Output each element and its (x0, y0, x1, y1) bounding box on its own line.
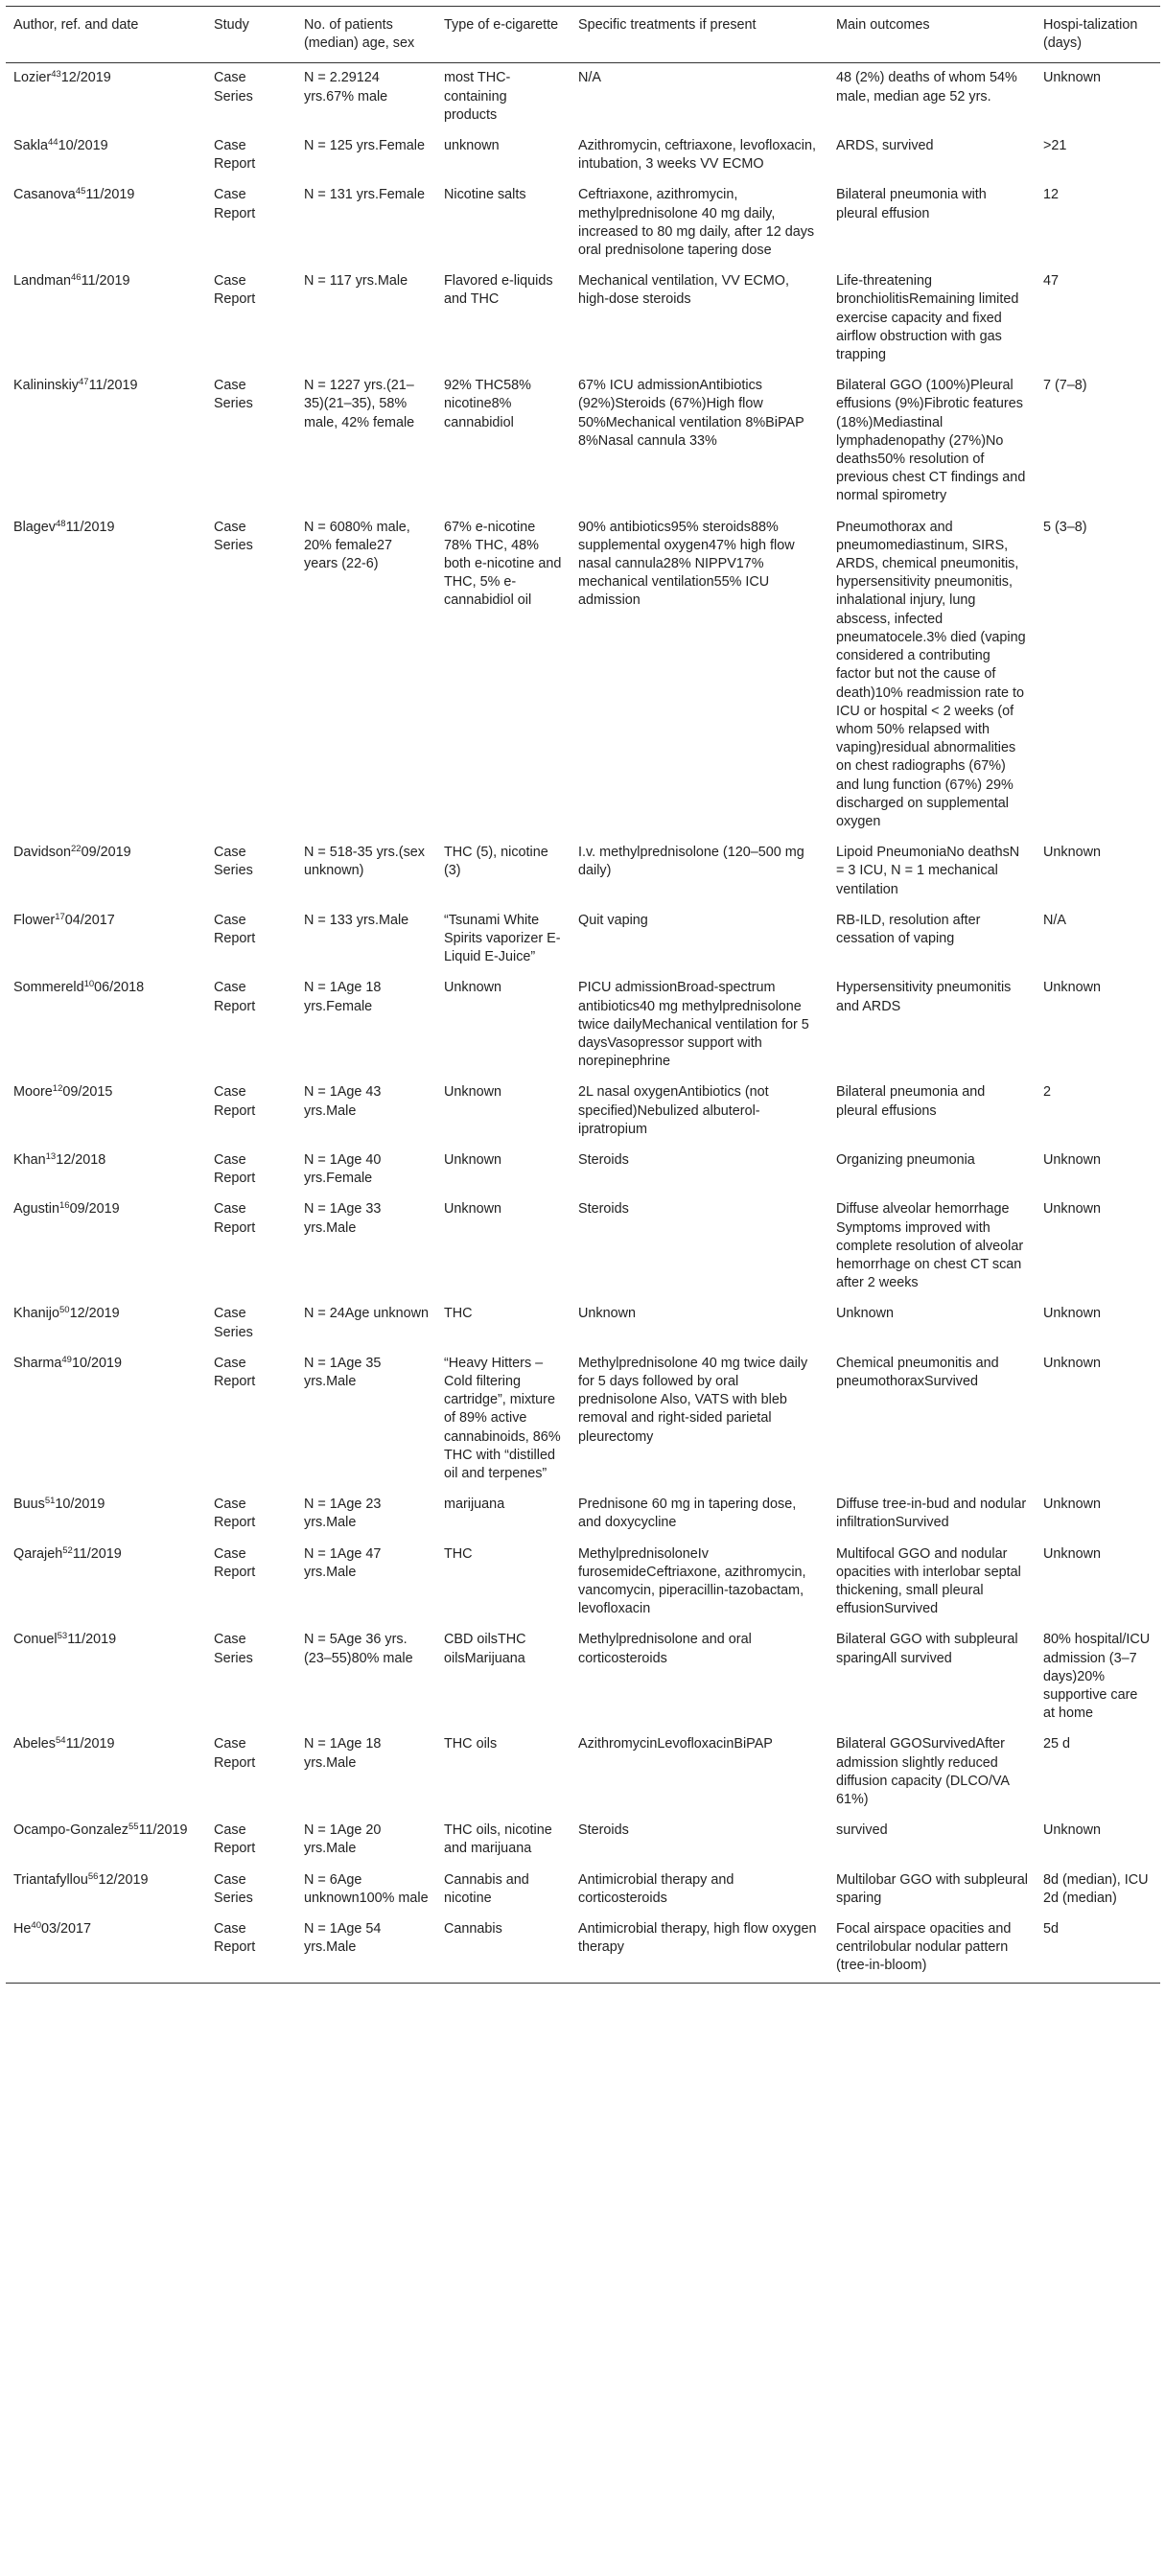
cell-treatments: Steroids (578, 1201, 629, 1218)
cell-ecigarette-type: CBD oilsTHC oilsMarijuana (444, 1632, 526, 1666)
cell-treatments: PICU admissionBroad-spectrum antibiotics40 mg methylprednisolone twice dailyMechanical ventilation for 5 daysVasopressor support with norepinephrine (578, 980, 809, 1070)
cell-treatments: 90% antibiotics95% steroids88% supplemental oxygen47% high flow nasal cannula28% NIPPV17% mechanical ventilation55% ICU admission (578, 519, 795, 609)
cell-outcomes: Life-threatening bronchiolitisRemaining limited exercise capacity and fixed airflow obstruction with gas trapping (836, 273, 1019, 363)
publication-date: 12/2019 (60, 70, 111, 86)
table-row (6, 1078, 1160, 1146)
reference-number: 49 (61, 1354, 72, 1365)
reference-number: 45 (75, 186, 86, 197)
cell-hospitalization: Unknown (1043, 70, 1101, 86)
cell-treatments: Steroids (578, 1822, 629, 1839)
author-name: Agustin (13, 1201, 59, 1218)
cell-study-type: Case Report (214, 1545, 256, 1580)
reference-number: 54 (56, 1735, 66, 1747)
cell-hospitalization: 25 d (1043, 1736, 1071, 1752)
publication-date: 11/2019 (65, 1736, 115, 1752)
cell-patients: N = 1Age 33 yrs.Male (304, 1201, 382, 1236)
table-row (6, 906, 1160, 974)
cell-treatments: Unknown (578, 1306, 636, 1322)
cell-treatments: I.v. methylprednisolone (120–500 mg daily) (578, 845, 804, 879)
cell-ecigarette-type: Cannabis (444, 1921, 502, 1938)
author-name: Blagev (13, 519, 57, 535)
cell-study-type: Case Report (214, 273, 256, 308)
cell-author-ref-date (6, 1490, 206, 1539)
cell-author-ref-date (6, 513, 206, 838)
publication-date: 10/2019 (55, 1497, 105, 1513)
author-name: He (13, 1921, 32, 1938)
reference-number: 56 (87, 1870, 99, 1882)
publication-date: 10/2019 (71, 1355, 122, 1371)
cell-ecigarette-type: Unknown (444, 980, 501, 996)
cell-hospitalization: Unknown (1043, 1355, 1101, 1371)
table-row (6, 1625, 1160, 1729)
table-row (6, 1915, 1160, 1983)
cell-patients: N = 24Age unknown (304, 1306, 430, 1322)
cell-author-ref-date (6, 63, 206, 131)
cell-treatments: Quit vaping (578, 912, 648, 928)
cell-study-type: Case Report (214, 1201, 256, 1236)
cell-patients: N = 6Age unknown100% male (304, 1871, 429, 1906)
cell-patients: N = 1Age 35 yrs.Male (304, 1355, 382, 1389)
reference-number: 46 (71, 272, 82, 284)
cell-ecigarette-type: Unknown (444, 1201, 501, 1218)
cell-hospitalization: 80% hospital/ICU admission (3–7 days)20% supportive care at home (1043, 1632, 1151, 1722)
publication-date: 11/2019 (81, 273, 130, 290)
author-name: Triantafyllou (13, 1871, 88, 1888)
cell-study-type: Case Report (214, 980, 256, 1014)
reference-number: 22 (71, 844, 82, 855)
cell-study-type: Case Report (214, 1736, 256, 1771)
cell-study-type: Case Report (214, 187, 256, 221)
author-name: Khan (13, 1151, 46, 1168)
cell-ecigarette-type: 92% THC58% nicotine8% cannabidiol (444, 378, 531, 430)
table-row (6, 1146, 1160, 1195)
cell-ecigarette-type: THC (444, 1545, 473, 1562)
reference-number: 50 (59, 1305, 70, 1316)
cell-patients: N = 5Age 36 yrs.(23–55)80% male (304, 1632, 413, 1666)
publication-date: 11/2019 (67, 1632, 117, 1648)
header-study: Study (214, 17, 249, 33)
publication-date: 11/2019 (65, 519, 115, 535)
cell-outcomes: 48 (2%) deaths of whom 54% male, median age 52 yrs. (836, 70, 1017, 104)
cell-treatments: 67% ICU admissionAntibiotics (92%)Steroids (67%)High flow 50%Mechanical ventilation 8%BiPAP 8%Nasal cannula 33% (578, 378, 804, 449)
author-name: Davidson (13, 845, 71, 861)
cell-author-ref-date (6, 131, 206, 180)
publication-date: 12/2018 (56, 1151, 106, 1168)
cell-treatments: 2L nasal oxygenAntibiotics (not specified)Nebulized albuterol-ipratropium (578, 1084, 769, 1137)
publication-date: 10/2019 (58, 138, 108, 154)
reference-number: 53 (57, 1631, 68, 1642)
cell-outcomes: Hypersensitivity pneumonitis and ARDS (836, 980, 1012, 1014)
header-row (6, 7, 1160, 63)
publication-date: 12/2019 (98, 1871, 149, 1888)
table-body (6, 63, 1160, 1983)
publication-date: 09/2015 (62, 1084, 113, 1101)
reference-number: 13 (45, 1150, 57, 1162)
cell-patients: N = 1Age 40 yrs.Female (304, 1151, 382, 1187)
cell-treatments: Antimicrobial therapy, high flow oxygen therapy (578, 1921, 817, 1956)
cell-study-type: Case Series (214, 378, 253, 412)
author-name: Abeles (13, 1736, 57, 1752)
author-name: Landman (13, 273, 72, 290)
cell-outcomes: Multilobar GGO with subpleural sparing (836, 1871, 1028, 1906)
cell-author-ref-date (6, 1195, 206, 1299)
cell-ecigarette-type: “Heavy Hitters – Cold filtering cartridge”, mixture of 89% active cannabinoids, 86% THC with “distilled oil and terpenes” (444, 1355, 561, 1482)
cell-author-ref-date (6, 1625, 206, 1729)
cell-treatments: Steroids (578, 1151, 629, 1168)
cell-treatments: Ceftriaxone, azithromycin, methylprednisolone 40 mg daily, increased to 80 mg daily, after 12 days oral prednisolone tapering dose (578, 187, 815, 259)
cell-hospitalization: 5d (1043, 1921, 1060, 1938)
cell-patients: N = 125 yrs.Female (304, 138, 425, 154)
table-row (6, 131, 1160, 180)
header-author: Author, ref. and date (13, 17, 139, 33)
cell-study-type: Case Series (214, 1632, 253, 1666)
cell-outcomes: Bilateral pneumonia with pleural effusion (836, 187, 987, 221)
cell-outcomes: Diffuse alveolar hemorrhage Symptoms improved with complete resolution of alveolar hemorrhage on chest CT scan after 2 weeks (836, 1201, 1024, 1291)
author-name: Sharma (13, 1355, 62, 1371)
cell-treatments: Mechanical ventilation, VV ECMO, high-dose steroids (578, 273, 789, 308)
cell-study-type: Case Series (214, 845, 253, 879)
cell-author-ref-date (6, 1146, 206, 1195)
cell-ecigarette-type: unknown (444, 138, 500, 154)
author-name: Qarajeh (13, 1545, 63, 1562)
cell-author-ref-date (6, 1915, 206, 1983)
cell-outcomes: Unknown (836, 1306, 894, 1322)
table-row (6, 180, 1160, 267)
cell-hospitalization: Unknown (1043, 1201, 1101, 1218)
cell-ecigarette-type: “Tsunami White Spirits vaporizer E-Liquid E-Juice” (444, 912, 561, 965)
cell-patients: N = 1Age 18 yrs.Female (304, 980, 382, 1014)
cell-author-ref-date (6, 267, 206, 371)
cell-ecigarette-type: marijuana (444, 1497, 505, 1513)
cell-hospitalization: 12 (1043, 187, 1060, 203)
cell-patients: N = 2.29124 yrs.67% male (304, 70, 388, 104)
reference-number: 55 (128, 1822, 139, 1833)
cell-study-type: Case Report (214, 1921, 256, 1956)
table-row (6, 1349, 1160, 1490)
cell-study-type: Case Report (214, 1151, 256, 1187)
cell-author-ref-date (6, 838, 206, 906)
cell-author-ref-date (6, 973, 206, 1078)
publication-date: 09/2019 (69, 1201, 120, 1218)
reference-number: 51 (44, 1496, 56, 1507)
cell-patients: N = 1Age 43 yrs.Male (304, 1084, 382, 1119)
cell-hospitalization: Unknown (1043, 845, 1101, 861)
cell-study-type: Case Series (214, 1306, 253, 1340)
author-name: Conuel (13, 1632, 58, 1648)
reference-number: 44 (48, 137, 58, 149)
cell-author-ref-date (6, 180, 206, 267)
publication-date: 03/2017 (40, 1921, 92, 1938)
cell-study-type: Case Report (214, 138, 256, 173)
cell-patients: N = 518-35 yrs.(sex unknown) (304, 845, 425, 879)
cell-outcomes: Chemical pneumonitis and pneumothoraxSurvived (836, 1355, 999, 1389)
cell-treatments: N/A (578, 70, 601, 86)
reference-number: 17 (55, 911, 65, 922)
cell-study-type: Case Report (214, 1355, 256, 1389)
cell-hospitalization: 8d (median), ICU 2d (median) (1043, 1871, 1149, 1906)
cell-patients: N = 133 yrs.Male (304, 912, 409, 928)
cell-study-type: Case Report (214, 912, 256, 946)
cell-ecigarette-type: Unknown (444, 1151, 501, 1168)
header-treatments: Specific treatments if present (578, 17, 757, 33)
reference-number: 16 (59, 1200, 70, 1212)
publication-date: 09/2019 (81, 845, 131, 861)
cell-ecigarette-type: THC (5), nicotine (3) (444, 845, 548, 879)
header-ecigarette: Type of e-cigarette (444, 17, 559, 33)
cell-outcomes: Bilateral GGO with subpleural sparingAll survived (836, 1632, 1018, 1666)
cell-treatments: AzithromycinLevofloxacinBiPAP (578, 1736, 773, 1752)
reference-number: 43 (51, 69, 61, 81)
cell-patients: N = 1Age 47 yrs.Male (304, 1545, 382, 1580)
publication-date: 12/2019 (69, 1306, 120, 1322)
cell-outcomes: Diffuse tree-in-bud and nodular infiltrationSurvived (836, 1497, 1027, 1531)
studies-table (6, 6, 1160, 1984)
cell-treatments: Azithromycin, ceftriaxone, levofloxacin, intubation, 3 weeks VV ECMO (578, 138, 816, 173)
cell-treatments: Prednisone 60 mg in tapering dose, and doxycycline (578, 1497, 797, 1531)
cell-hospitalization: 7 (7–8) (1043, 378, 1087, 394)
cell-study-type: Case Series (214, 70, 253, 104)
cell-outcomes: Focal airspace opacities and centrilobular nodular pattern (tree-in-bloom) (836, 1921, 1012, 1974)
table-row (6, 513, 1160, 838)
cell-hospitalization: 47 (1043, 273, 1060, 290)
cell-study-type: Case Series (214, 519, 253, 553)
author-name: Kalininskiy (13, 378, 79, 394)
cell-outcomes: Organizing pneumonia (836, 1151, 975, 1168)
reference-number: 10 (83, 979, 95, 990)
cell-patients: N = 1Age 18 yrs.Male (304, 1736, 382, 1771)
cell-outcomes: survived (836, 1822, 888, 1839)
cell-hospitalization: Unknown (1043, 1545, 1101, 1562)
author-name: Buus (13, 1497, 45, 1513)
table-row (6, 1816, 1160, 1865)
cell-hospitalization: Unknown (1043, 1822, 1101, 1839)
cell-treatments: Methylprednisolone and oral corticosteroids (578, 1632, 752, 1666)
reference-number: 52 (62, 1544, 73, 1556)
author-name: Lozier (13, 70, 52, 86)
cell-patients: N = 1Age 54 yrs.Male (304, 1921, 382, 1956)
cell-study-type: Case Report (214, 1497, 256, 1531)
cell-hospitalization: N/A (1043, 912, 1066, 928)
cell-outcomes: Bilateral GGO (100%)Pleural effusions (9%)Fibrotic features (18%)Mediastinal lymphadenopathy (27%)No deaths50% resolution of previous chest CT findings and normal spirometry (836, 378, 1026, 504)
cell-ecigarette-type: Flavored e-liquids and THC (444, 273, 553, 308)
cell-treatments: Antimicrobial therapy and corticosteroids (578, 1871, 734, 1906)
cell-ecigarette-type: THC (444, 1306, 473, 1322)
reference-number: 48 (56, 518, 66, 529)
cell-ecigarette-type: most THC-containing products (444, 70, 511, 123)
cell-author-ref-date (6, 1299, 206, 1348)
author-name: Sakla (13, 138, 48, 154)
cell-author-ref-date (6, 1866, 206, 1915)
cell-ecigarette-type: Unknown (444, 1084, 501, 1101)
cell-outcomes: Bilateral pneumonia and pleural effusions (836, 1084, 986, 1119)
table-row (6, 1729, 1160, 1816)
cell-outcomes: ARDS, survived (836, 138, 934, 154)
table-row (6, 973, 1160, 1078)
cell-author-ref-date (6, 906, 206, 974)
cell-outcomes: Lipoid PneumoniaNo deathsN = 3 ICU, N = 1 mechanical ventilation (836, 845, 1020, 897)
cell-treatments: MethylprednisoloneIv furosemideCeftriaxone, azithromycin, vancomycin, piperacillin-tazobactam, levofloxacin (578, 1545, 806, 1617)
author-name: Flower (13, 912, 56, 928)
cell-treatments: Methylprednisolone 40 mg twice daily for 5 days followed by oral prednisolone Also, VATS with bleb removal and right-sided parietal pleurectomy (578, 1355, 808, 1445)
cell-ecigarette-type: Nicotine salts (444, 187, 526, 203)
author-name: Casanova (13, 187, 76, 203)
cell-hospitalization: 5 (3–8) (1043, 519, 1087, 535)
cell-author-ref-date (6, 1729, 206, 1816)
table-row (6, 63, 1160, 131)
cell-hospitalization: Unknown (1043, 980, 1101, 996)
table-row (6, 371, 1160, 512)
cell-patients: N = 1Age 20 yrs.Male (304, 1822, 382, 1857)
cell-patients: N = 131 yrs.Female (304, 187, 425, 203)
cell-study-type: Case Report (214, 1822, 256, 1857)
cell-hospitalization: Unknown (1043, 1497, 1101, 1513)
header-outcomes: Main outcomes (836, 17, 930, 33)
reference-number: 12 (52, 1083, 63, 1095)
header-patients: No. of patients (median) age, sex (304, 17, 415, 52)
table-row (6, 838, 1160, 906)
table-row (6, 1195, 1160, 1299)
author-name: Ocampo-Gonzalez (13, 1822, 128, 1839)
cell-patients: N = 1Age 23 yrs.Male (304, 1497, 382, 1531)
cell-author-ref-date (6, 1540, 206, 1626)
publication-date: 06/2018 (94, 980, 145, 996)
publication-date: 11/2019 (88, 378, 138, 394)
publication-date: 11/2019 (138, 1822, 188, 1839)
cell-hospitalization: >21 (1043, 138, 1067, 154)
cell-ecigarette-type: THC oils, nicotine and marijuana (444, 1822, 552, 1857)
author-name: Moore (13, 1084, 53, 1101)
cell-outcomes: Multifocal GGO and nodular opacities with interlobar septal thickening, small pleural effusionSurvived (836, 1545, 1021, 1617)
cell-author-ref-date (6, 1349, 206, 1490)
cell-patients: N = 1227 yrs.(21–35)(21–35), 58% male, 42% female (304, 378, 415, 430)
table-row (6, 1866, 1160, 1915)
table-row (6, 1490, 1160, 1539)
table-row (6, 1299, 1160, 1348)
cell-author-ref-date (6, 1078, 206, 1146)
cell-outcomes: RB-ILD, resolution after cessation of vaping (836, 912, 981, 946)
cell-ecigarette-type: 67% e-nicotine 78% THC, 48% both e-nicotine and THC, 5% e-cannabidiol oil (444, 519, 562, 609)
cell-patients: N = 117 yrs.Male (304, 273, 408, 290)
header-hospitalization: Hospi-talization (days) (1043, 17, 1138, 52)
table-header (6, 7, 1160, 63)
cell-study-type: Case Series (214, 1871, 253, 1906)
table-row (6, 267, 1160, 371)
cell-study-type: Case Report (214, 1084, 256, 1119)
cell-hospitalization: 2 (1043, 1084, 1052, 1101)
cell-hospitalization: Unknown (1043, 1151, 1101, 1168)
cell-patients: N = 6080% male, 20% female27 years (22-6) (304, 519, 410, 572)
reference-number: 40 (31, 1920, 41, 1932)
publication-date: 04/2017 (64, 912, 115, 928)
cell-outcomes: Pneumothorax and pneumomediastinum, SIRS, ARDS, chemical pneumonitis, hypersensitivity pneumonitis, inhalational injury, lung abscess, infected pneumatocele.3% died (vaping considered a contributing factor but not the cause of death)10% readmission rate to ICU or hospital < 2 weeks (of whom 50% relapsed with vaping)residual abnormalities on chest radiographs (67%) and lung function (67%) 29% discharged on supplemental oxygen (836, 519, 1026, 829)
cell-outcomes: Bilateral GGOSurvivedAfter admission slightly reduced diffusion capacity (DLCO/VA 61%) (836, 1736, 1010, 1808)
table-row (6, 1540, 1160, 1626)
author-name: Khanijo (13, 1306, 60, 1322)
reference-number: 47 (78, 377, 89, 388)
cell-ecigarette-type: THC oils (444, 1736, 498, 1752)
publication-date: 11/2019 (72, 1545, 122, 1562)
author-name: Sommereld (13, 980, 84, 996)
cell-author-ref-date (6, 1816, 206, 1865)
publication-date: 11/2019 (85, 187, 135, 203)
cell-author-ref-date (6, 371, 206, 512)
cell-hospitalization: Unknown (1043, 1306, 1101, 1322)
cell-ecigarette-type: Cannabis and nicotine (444, 1871, 529, 1906)
